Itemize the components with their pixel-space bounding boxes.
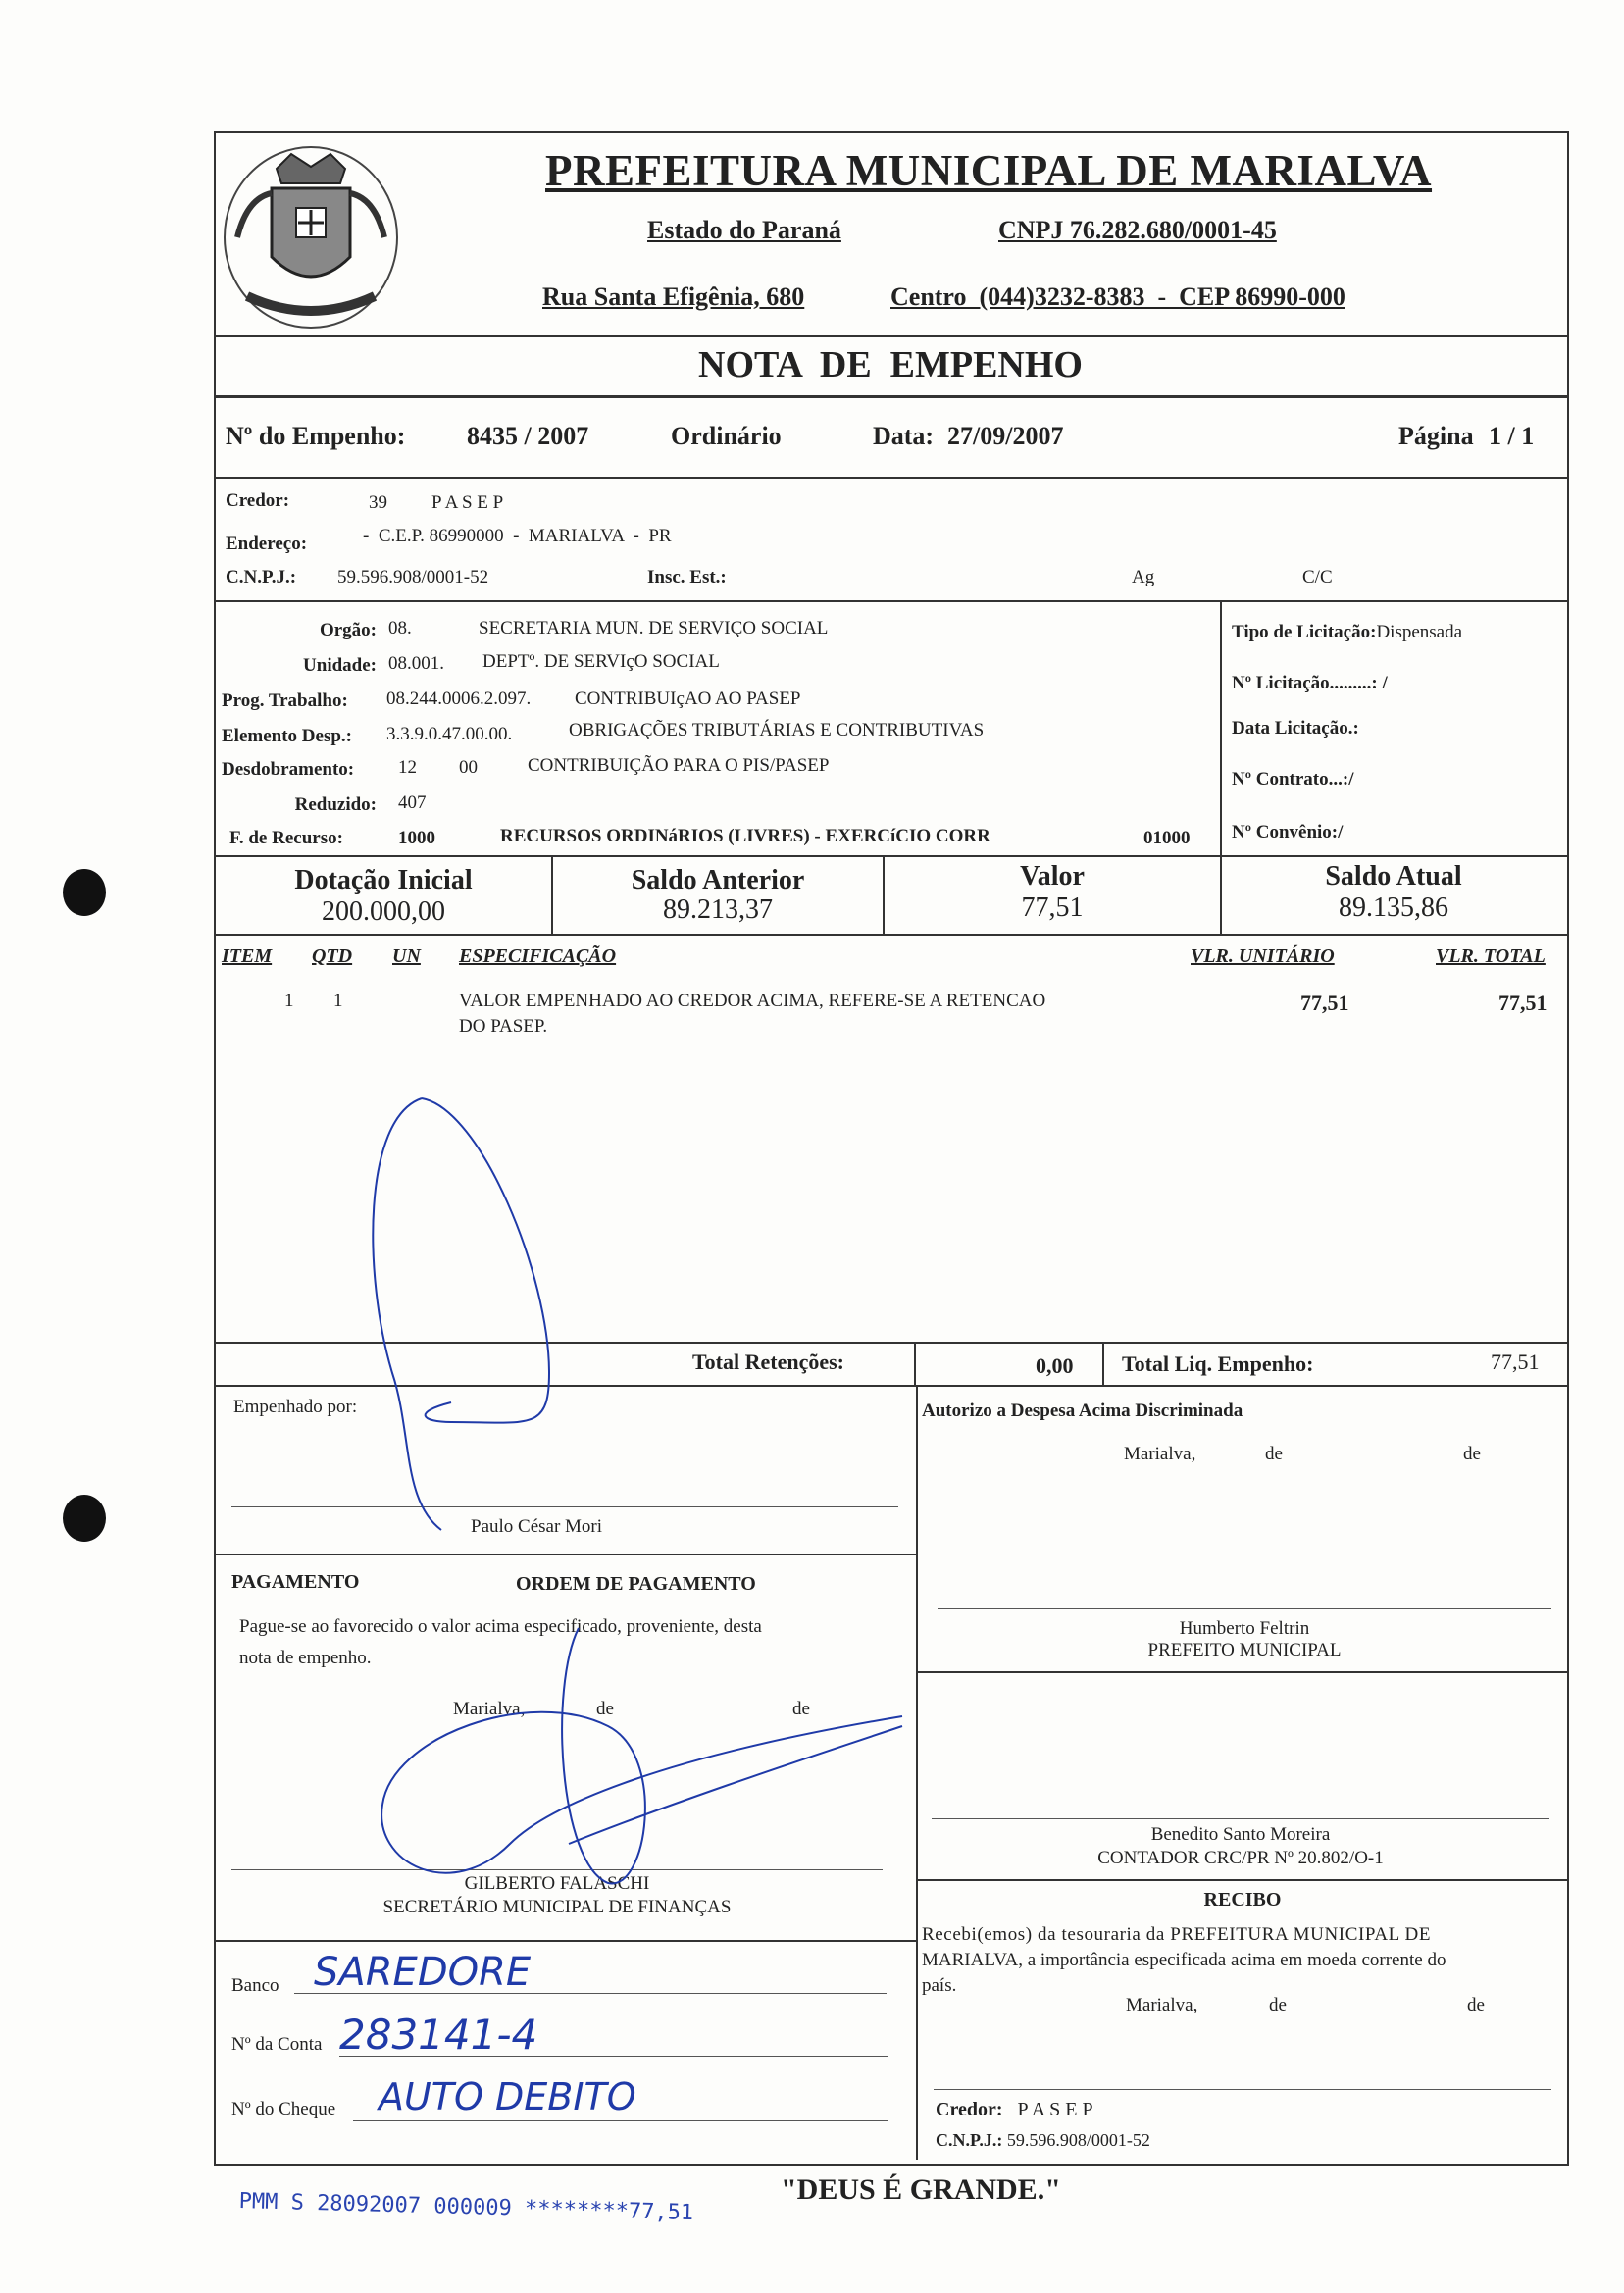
saldo-anterior-value: 89.213,37	[663, 894, 773, 925]
credor-address: - C.E.P. 86990000 - MARIALVA - PR	[363, 526, 672, 546]
licitacao-tipo-value: Dispensada	[1376, 622, 1463, 642]
recibo-credor	[936, 2099, 1093, 2121]
saldo-atual-label: Saldo Atual	[1325, 861, 1462, 892]
desdob-sub: 00	[459, 757, 478, 778]
recibo-place: Marialva,	[1126, 1995, 1198, 2015]
banco-value: SAREDORE	[314, 1950, 532, 1995]
licitacao-numero-label: Nº Licitação.........: /	[1232, 673, 1388, 693]
recibo-label: RECIBO	[1203, 1889, 1282, 1911]
autorizo-de2: de	[1463, 1444, 1481, 1464]
elemento-label: Elemento Desp.:	[222, 726, 352, 746]
pagamento-text-line1: Pague-se ao favorecido o valor acima especificado, proveniente, desta	[239, 1616, 762, 1637]
motto: "DEUS É GRANDE."	[781, 2173, 1061, 2206]
licitacao-data-label: Data Licitação.:	[1232, 718, 1359, 739]
recibo-credor-value: P A S E P	[1017, 2099, 1093, 2120]
valor-label: Valor	[1020, 861, 1085, 892]
desdob-name: CONTRIBUIÇÃO PARA O PIS/PASEP	[528, 755, 830, 776]
item-description-line1: VALOR EMPENHADO AO CREDOR ACIMA, REFERE-SE A RETENCAO	[459, 991, 1046, 1011]
items-header-espec: ESPECIFICAÇÃO	[459, 945, 617, 967]
recibo-text-line1: Recebi(emos) da tesouraria da PREFEITURA MUNICIPAL DE	[922, 1924, 1432, 1945]
dotacao-value: 200.000,00	[322, 896, 445, 927]
retencoes-label: Total Retenções:	[692, 1350, 844, 1374]
prefeito-name: Humberto Feltrin	[1179, 1618, 1310, 1639]
recibo-text-line3: país.	[922, 1975, 957, 1996]
recibo-text-line2: MARIALVA, a importância especificada acima em moeda corrente do	[922, 1950, 1446, 1970]
item-total-value: 77,51	[1498, 991, 1548, 1015]
secretario-signature	[373, 1608, 922, 1903]
item-unit-value: 77,51	[1300, 991, 1349, 1015]
desdob-code: 12	[398, 757, 417, 778]
secretario-name: GILBERTO FALASCHI	[464, 1873, 650, 1894]
items-header-qtd: QTD	[312, 945, 353, 967]
elemento-name: OBRIGAÇÕES TRIBUTÁRIAS E CONTRIBUTIVAS	[569, 720, 985, 740]
total-liquido-value: 77,51	[1491, 1350, 1540, 1374]
prog-name: CONTRIBUIçAO AO PASEP	[575, 688, 801, 709]
empenho-number: 8435 / 2007	[467, 422, 589, 450]
recurso-num: 01000	[1143, 828, 1191, 848]
items-header-item: ITEM	[222, 945, 273, 967]
header-state: Estado do Paraná	[647, 216, 841, 244]
licitacao-convenio-label: Nº Convênio:/	[1232, 822, 1344, 842]
orgao-code: 08.	[388, 618, 412, 638]
pagamento-de2: de	[792, 1699, 810, 1719]
pagamento-label: PAGAMENTO	[231, 1571, 360, 1593]
credor-code: 39	[369, 492, 387, 513]
autorizo-place: Marialva,	[1124, 1444, 1196, 1464]
empenho-date: 27/09/2007	[947, 422, 1064, 450]
autorizo-de1: de	[1265, 1444, 1283, 1464]
elemento-code: 3.3.9.0.47.00.00.	[386, 724, 513, 744]
item-description-line2: DO PASEP.	[459, 1016, 548, 1037]
recibo-de1: de	[1269, 1995, 1287, 2015]
prog-code: 08.244.0006.2.097.	[386, 688, 532, 709]
contador-name: Benedito Santo Moreira	[1150, 1824, 1331, 1845]
saldo-anterior-label: Saldo Anterior	[631, 865, 805, 895]
orgao-label: Orgão:	[319, 620, 377, 640]
empenho-number-label: Nº do Empenho:	[226, 422, 406, 450]
desdob-label: Desdobramento:	[222, 759, 355, 780]
conta-label: Nº da Conta	[231, 2034, 323, 2055]
empenhado-name: Paulo César Mori	[471, 1516, 603, 1537]
licitacao-contrato-label: Nº Contrato...:/	[1232, 769, 1354, 790]
header-address-rest: Centro (044)3232-8383 - CEP 86990-000	[890, 282, 1345, 311]
signature-scribble	[353, 1079, 608, 1550]
cheque-value: AUTO DEBITO	[379, 2075, 636, 2118]
saldo-atual-value: 89.135,86	[1339, 892, 1448, 923]
licitacao-tipo	[1232, 622, 1462, 643]
recurso-code: 1000	[398, 828, 435, 848]
orgao-name: SECRETARIA MUN. DE SERVIÇO SOCIAL	[479, 618, 829, 638]
recibo-credor-label: Credor:	[936, 2099, 1003, 2120]
valor-value: 77,51	[1021, 892, 1084, 923]
empenhado-label: Empenhado por:	[233, 1397, 358, 1417]
autorizo-label: Autorizo a Despesa Acima Discriminada	[922, 1401, 1243, 1421]
credor-cc-label: C/C	[1302, 567, 1333, 587]
coat-of-arms-icon	[218, 139, 404, 335]
header-address: Rua Santa Efigênia, 680	[542, 282, 805, 311]
reduzido-label: Reduzido:	[294, 794, 377, 815]
unidade-code: 08.001.	[388, 653, 444, 674]
credor-name: P A S E P	[431, 492, 504, 513]
contador-title: CONTADOR CRC/PR Nº 20.802/O-1	[1097, 1848, 1384, 1868]
recurso-label: F. de Recurso:	[229, 828, 343, 848]
credor-address-label: Endereço:	[226, 534, 308, 554]
header-cnpj: CNPJ 76.282.680/0001-45	[998, 216, 1277, 244]
pagamento-place: Marialva,	[453, 1699, 526, 1719]
credor-cnpj: 59.596.908/0001-52	[337, 567, 489, 587]
header-title: PREFEITURA MUNICIPAL DE MARIALVA	[545, 146, 1433, 195]
unidade-name: DEPTº. DE SERVIçO SOCIAL	[482, 651, 720, 672]
banco-label: Banco	[231, 1975, 279, 1996]
credor-label: Credor:	[226, 490, 290, 511]
unidade-label: Unidade:	[303, 655, 377, 676]
empenho-type: Ordinário	[671, 422, 782, 450]
recurso-name: RECURSOS ORDINáRIOS (LIVRES) - EXERCíCIO CORR	[500, 826, 990, 846]
recibo-cnpj	[936, 2130, 1150, 2151]
cash-register-stamp: PMM S 28092007 000009 ********77,51	[238, 2189, 694, 2226]
recibo-cnpj-label: C.N.P.J.:	[936, 2130, 1003, 2150]
doc-title: NOTA DE EMPENHO	[698, 344, 1083, 385]
item-number: 1	[284, 991, 294, 1011]
retencoes-value: 0,00	[1036, 1353, 1074, 1378]
credor-cnpj-label: C.N.P.J.:	[226, 567, 297, 587]
dotacao-label: Dotação Inicial	[294, 865, 473, 895]
recibo-cnpj-value: 59.596.908/0001-52	[1006, 2130, 1150, 2150]
cheque-label: Nº do Cheque	[231, 2099, 336, 2119]
empenho-date-label: Data:	[873, 422, 935, 450]
total-liquido-label: Total Liq. Empenho:	[1122, 1351, 1314, 1376]
punch-hole	[63, 1495, 106, 1542]
pagamento-de1: de	[596, 1699, 614, 1719]
credor-ag-label: Ag	[1132, 567, 1155, 587]
reduzido: 407	[398, 792, 427, 813]
punch-hole	[63, 869, 106, 916]
secretario-title: SECRETÁRIO MUNICIPAL DE FINANÇAS	[382, 1897, 732, 1917]
ordem-pagamento-label: ORDEM DE PAGAMENTO	[516, 1573, 756, 1595]
empenho-page-label: Página	[1398, 422, 1474, 450]
licitacao-tipo-label: Tipo de Licitação:	[1232, 622, 1377, 642]
items-header-vlr-total: VLR. TOTAL	[1436, 945, 1546, 967]
prog-label: Prog. Trabalho:	[222, 690, 348, 711]
empenho-page: 1 / 1	[1489, 422, 1535, 450]
recibo-de2: de	[1467, 1995, 1485, 2015]
prefeito-title: PREFEITO MUNICIPAL	[1147, 1640, 1342, 1660]
conta-value: 283141-4	[339, 2011, 538, 2059]
items-header-vlr-unit: VLR. UNITÁRIO	[1191, 945, 1335, 967]
items-header-un: UN	[392, 945, 421, 967]
credor-insc-label: Insc. Est.:	[647, 567, 727, 587]
item-qtd: 1	[333, 991, 343, 1011]
pagamento-text-line2: nota de empenho.	[239, 1648, 372, 1668]
